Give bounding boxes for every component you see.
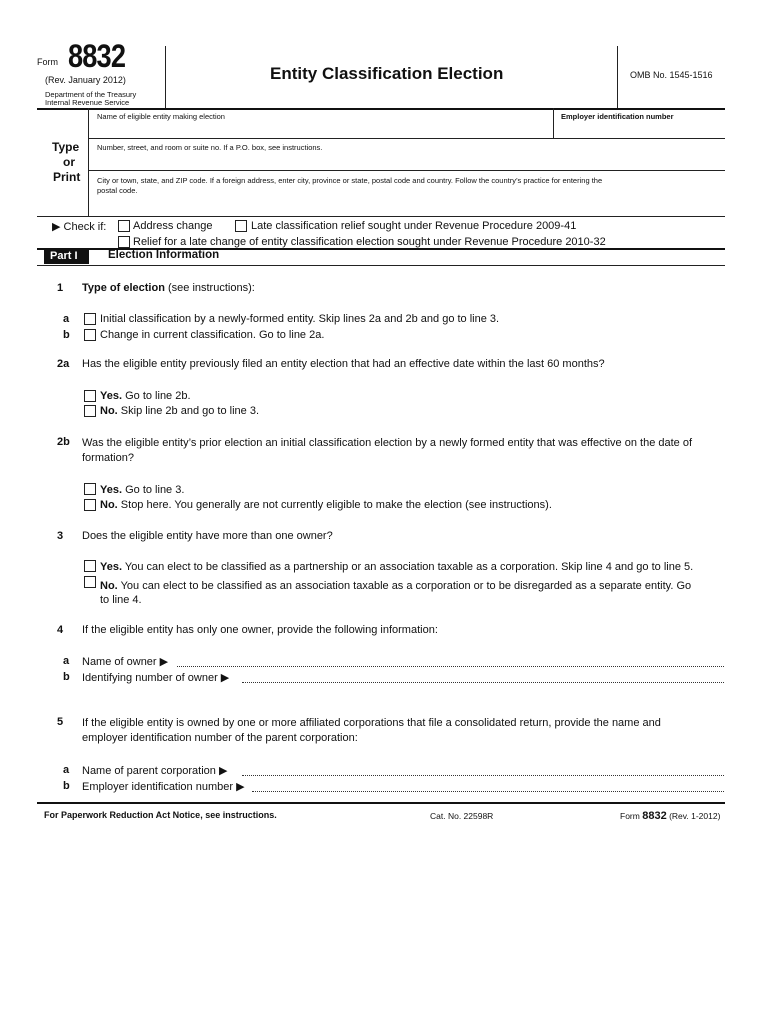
line5-text-line2: employer identification number of the parent corporation: [82, 732, 358, 744]
department: Department of the Treasury [45, 90, 137, 99]
line1a-letter: a [63, 313, 70, 325]
city-input[interactable] [97, 198, 717, 211]
line2b-number: 2b [57, 436, 70, 448]
row-rule-2 [88, 170, 725, 171]
line3-yes-text: You can elect to be classified as a partnership or an association taxable as a corporation. Skip line 4 and go to line 5. [124, 561, 694, 573]
line2b-question-line2: formation? [82, 452, 134, 464]
late-relief-checkbox[interactable] [235, 220, 247, 232]
line4b-letter: b [63, 671, 70, 683]
form-title: Entity Classification Election [270, 64, 504, 83]
line4-number: 4 [57, 624, 64, 636]
line5-text-line1: If the eligible entity is owned by one or more affiliated corporations that file a consolidated return, provide the name and [82, 717, 661, 729]
part1-bottom-rule [37, 265, 725, 266]
line4b-label: Identifying number of owner ▶ [82, 672, 230, 684]
line2b-yes-checkbox[interactable] [84, 483, 96, 495]
street-input[interactable] [97, 154, 717, 167]
street-label: Number, street, and room or suite no. If a P.O. box, see instructions. [97, 143, 323, 152]
line2b-yes-bold: Yes. [100, 484, 123, 496]
header-rule [37, 108, 725, 110]
line3-number: 3 [57, 530, 64, 542]
paperwork-notice: For Paperwork Reduction Act Notice, see instructions. [44, 810, 277, 820]
footer-form-id [620, 810, 720, 822]
line2b-no [100, 499, 552, 511]
line1b-text: Change in current classification. Go to line 2a. [100, 329, 325, 341]
line3-yes-checkbox[interactable] [84, 560, 96, 572]
line3-no-line1 [100, 580, 691, 592]
entity-name-input[interactable] [97, 123, 547, 136]
relief-late-change-label: Relief for a late change of entity classification election sought under Revenue Procedure 2010-32 [133, 236, 606, 248]
form-number: 8832 [68, 38, 126, 74]
line5-number: 5 [57, 716, 64, 728]
city-label-line2: postal code. [97, 186, 138, 195]
type-print-divider [88, 108, 89, 216]
ein-label: Employer identification number [561, 112, 674, 121]
line2a-no [100, 405, 259, 417]
line2a-no-text: Skip line 2b and go to line 3. [120, 405, 260, 417]
line4a-label: Name of owner ▶ [82, 656, 169, 668]
ein-divider [553, 108, 554, 138]
line3-yes-bold: Yes. [100, 561, 123, 573]
line5b-label: Employer identification number ▶ [82, 781, 245, 793]
line1a-text: Initial classification by a newly-formed entity. Skip lines 2a and 2b and go to line 3. [100, 313, 500, 325]
line3-no-text: You can elect to be classified as an association taxable as a corporation or to be disregarded as a separate entity. Go [120, 580, 692, 592]
address-change-checkbox[interactable] [118, 220, 130, 232]
ein-input[interactable] [561, 123, 721, 136]
address-change-label: Address change [133, 220, 213, 232]
parent-name-input[interactable] [242, 762, 724, 776]
line2a-yes-checkbox[interactable] [84, 390, 96, 402]
line5b-letter: b [63, 780, 70, 792]
line2b-no-text: Stop here. You generally are not currently eligible to make the election (see instructions). [120, 499, 552, 511]
line1-suffix: (see instructions): [167, 282, 255, 294]
line1-title: Type of election [82, 282, 165, 294]
catalog-number: Cat. No. 22598R [430, 811, 494, 821]
entity-name-label: Name of eligible entity making election [97, 112, 225, 121]
print-label: Print [53, 170, 81, 184]
revision-date: (Rev. January 2012) [45, 75, 126, 85]
line2a-no-bold: No. [100, 405, 118, 417]
line1-number: 1 [57, 282, 64, 294]
or-label: or [63, 155, 75, 169]
header-divider-left [165, 46, 166, 108]
line2a-yes [100, 390, 191, 402]
relief-late-change-checkbox[interactable] [118, 236, 130, 248]
line2b-no-bold: No. [100, 499, 118, 511]
line3-question: Does the eligible entity have more than one owner? [82, 530, 333, 542]
line2a-yes-text: Go to line 2b. [125, 390, 191, 402]
row-rule-3 [37, 216, 725, 217]
footer-form-word: Form [620, 811, 640, 821]
part1-title: Election Information [108, 249, 220, 261]
form-word: Form [37, 57, 58, 67]
check-if-label: ▶ Check if: [52, 221, 107, 233]
line3-no-checkbox[interactable] [84, 576, 96, 588]
parent-ein-input[interactable] [252, 778, 724, 792]
footer-rule [37, 802, 725, 804]
line2b-yes-text: Go to line 3. [125, 484, 185, 496]
part1-tag: Part I [50, 250, 78, 262]
line2a-yes-bold: Yes. [100, 390, 123, 402]
line1a-checkbox[interactable] [84, 313, 96, 325]
footer-revision: (Rev. 1-2012) [669, 811, 721, 821]
line2b-question-line1: Was the eligible entity’s prior election an initial classification election by a newly formed entity that was effective on the date of [82, 437, 693, 449]
line1b-letter: b [63, 329, 70, 341]
owner-name-input[interactable] [177, 653, 724, 667]
footer-form-number: 8832 [642, 810, 667, 822]
line4a-letter: a [63, 655, 70, 667]
line5a-letter: a [63, 764, 70, 776]
line2a-no-checkbox[interactable] [84, 405, 96, 417]
omb-number: OMB No. 1545-1516 [630, 70, 713, 80]
irs-agency: Internal Revenue Service [45, 98, 130, 107]
line3-no-line2: to line 4. [100, 594, 142, 606]
type-label: Type [52, 140, 80, 154]
line3-no-bold: No. [100, 580, 118, 592]
late-relief-label: Late classification relief sought under Revenue Procedure 2009-41 [251, 220, 577, 232]
line2a-number: 2a [57, 358, 70, 370]
row-rule-1 [88, 138, 725, 139]
line3-yes [100, 561, 693, 573]
line1b-checkbox[interactable] [84, 329, 96, 341]
line2b-yes [100, 484, 184, 496]
city-label-line1: City or town, state, and ZIP code. If a foreign address, enter city, province or state, postal code and country. Follow the country’s practice for entering the [97, 176, 603, 185]
line1-question [82, 282, 255, 294]
header-divider-right [617, 46, 618, 108]
line2a-question: Has the eligible entity previously filed an entity election that had an effective date within the last 60 months? [82, 358, 605, 370]
part1-tag-box [44, 249, 89, 264]
line2b-no-checkbox[interactable] [84, 499, 96, 511]
line4-text: If the eligible entity has only one owner, provide the following information: [82, 624, 438, 636]
owner-id-input[interactable] [242, 669, 724, 683]
line5a-label: Name of parent corporation ▶ [82, 765, 228, 777]
